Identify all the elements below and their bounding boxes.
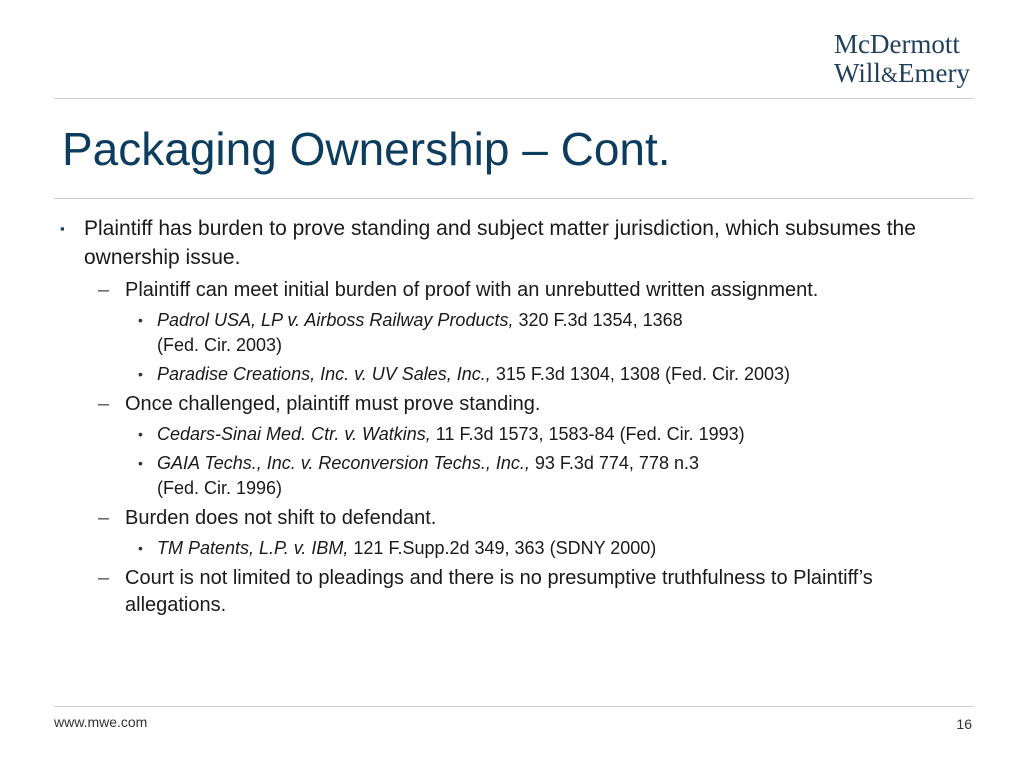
bullet-text: Burden does not shift to defendant. <box>125 507 437 529</box>
company-logo <box>834 30 970 89</box>
logo-line-2 <box>834 59 970 89</box>
bullet-text: Court is not limited to pleadings and there is no presumptive truthfulness to Plaintiff’s allegations. <box>125 567 873 616</box>
case-cite: 320 F.3d 1354, 1368 <box>513 310 683 330</box>
square-bullet-icon: ▪ <box>60 221 65 236</box>
case-citation <box>138 308 960 358</box>
dot-bullet-icon: • <box>138 540 143 556</box>
case-citation <box>138 536 960 561</box>
slide-title: Packaging Ownership – Cont. <box>62 123 671 175</box>
page-number: 16 <box>956 716 972 732</box>
case-cite: 121 F.Supp.2d 349, 363 (SDNY 2000) <box>348 538 657 558</box>
dot-bullet-icon: • <box>138 366 143 382</box>
case-name: Padrol USA, LP v. Airboss Railway Products, <box>157 310 514 330</box>
bullet-level2 <box>98 277 960 304</box>
footer-divider <box>54 706 974 707</box>
case-citation <box>138 422 960 447</box>
case-citation <box>138 362 960 387</box>
dash-bullet-icon: – <box>98 279 110 301</box>
case-name: Paradise Creations, Inc. v. UV Sales, Inc., <box>157 364 491 384</box>
case-cite: 93 F.3d 774, 778 n.3 <box>529 453 699 473</box>
dash-bullet-icon: – <box>98 567 110 589</box>
case-cite: 315 F.3d 1304, 1308 (Fed. Cir. 2003) <box>490 364 791 384</box>
case-name: TM Patents, L.P. v. IBM, <box>157 538 349 558</box>
case-cite-court: (Fed. Cir. 2003) <box>157 335 283 355</box>
bullet-level2 <box>98 391 960 418</box>
logo-ampersand: & <box>880 62 899 87</box>
logo-word-will: Will <box>833 58 881 88</box>
bullet-level2 <box>98 565 960 619</box>
case-name: Cedars-Sinai Med. Ctr. v. Watkins, <box>157 424 431 444</box>
dot-bullet-icon: • <box>138 312 143 328</box>
dash-bullet-icon: – <box>98 507 110 529</box>
footer-url: www.mwe.com <box>54 714 148 730</box>
title-divider <box>54 198 974 199</box>
case-cite: 11 F.3d 1573, 1583-84 (Fed. Cir. 1993) <box>430 424 745 444</box>
case-cite-court: (Fed. Cir. 1996) <box>157 478 283 498</box>
logo-line-1: McDermott <box>833 29 960 59</box>
case-name: GAIA Techs., Inc. v. Reconversion Techs., Inc., <box>157 453 530 473</box>
logo-word-emery: Emery <box>898 58 970 88</box>
dot-bullet-icon: • <box>138 455 143 471</box>
bullet-text: Once challenged, plaintiff must prove standing. <box>125 393 541 415</box>
header-divider <box>54 98 974 99</box>
bullet-level2 <box>98 505 960 532</box>
dot-bullet-icon: • <box>138 426 143 442</box>
bullet-text: Plaintiff can meet initial burden of proof with an unrebutted written assignment. <box>125 279 819 301</box>
dash-bullet-icon: – <box>98 393 110 415</box>
case-citation <box>138 451 960 501</box>
slide-body <box>60 214 960 623</box>
bullet-text: Plaintiff has burden to prove standing and subject matter jurisdiction, which subsumes the ownership issue. <box>84 217 916 269</box>
bullet-level1 <box>60 214 960 272</box>
